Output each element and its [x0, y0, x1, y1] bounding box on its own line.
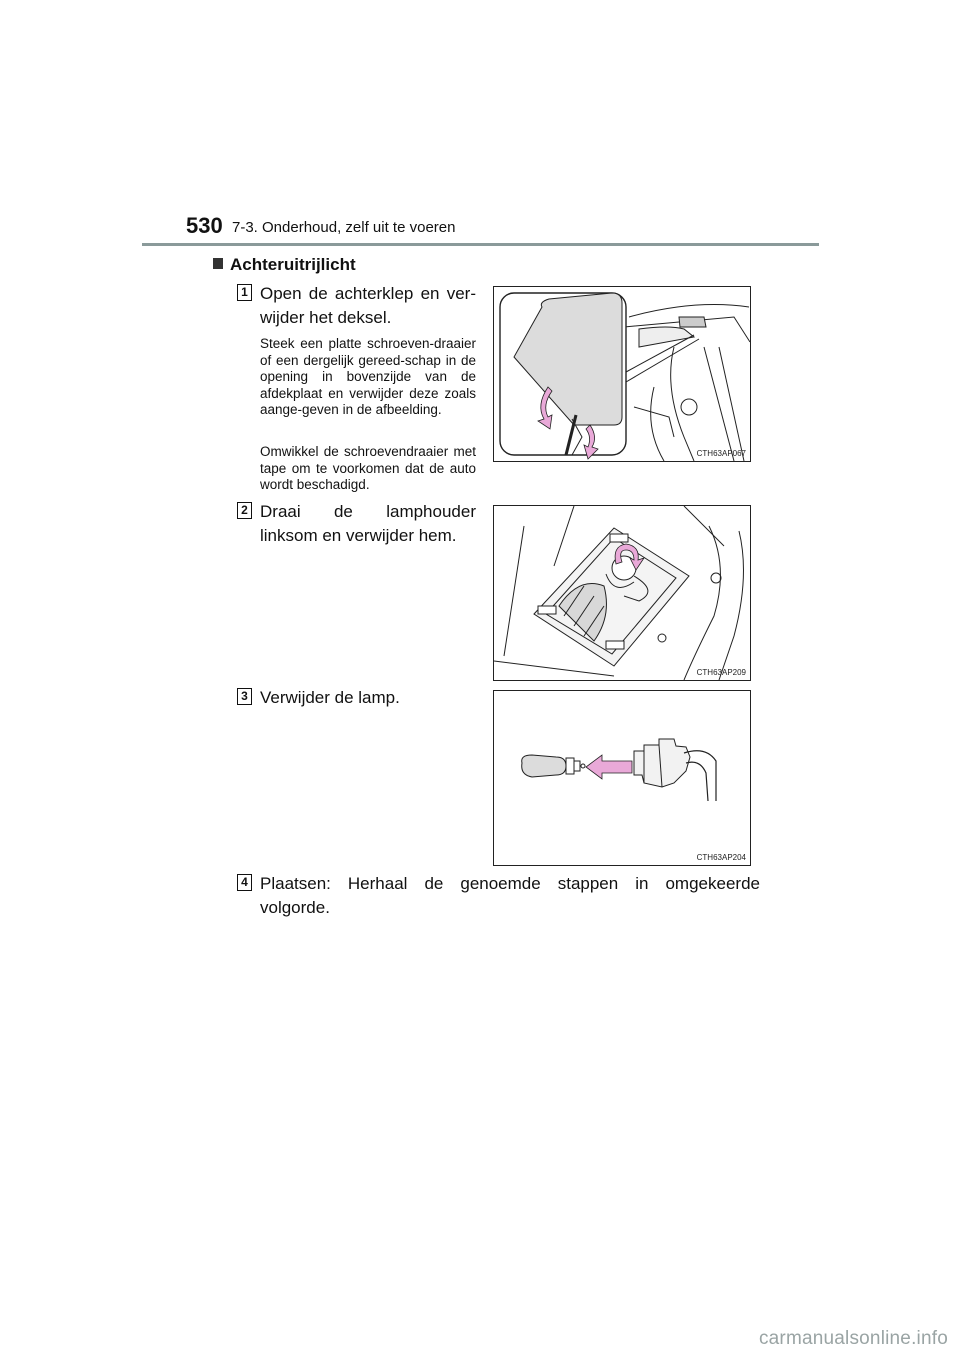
pull-arrow-icon — [586, 755, 632, 779]
square-bullet-icon — [213, 258, 223, 269]
watermark: carmanualsonline.info — [758, 1328, 948, 1349]
figure-turn-lamp-holder — [493, 505, 751, 681]
header-rule — [142, 243, 819, 246]
figure-code: CTH63AP204 — [696, 853, 746, 862]
section-heading — [213, 255, 356, 275]
figure-open-tailgate-remove-cover — [493, 286, 751, 462]
step-2-text: Draai de lamphouder linksom en verwijder hem. — [260, 502, 476, 545]
step-badge-3: 3 — [237, 688, 252, 705]
step-1-note-2: Omwikkel de schroevendraaier met tape om te voorkomen dat de auto wordt beschadigd. — [260, 444, 476, 492]
step-4-text: Plaatsen: Herhaal de genoemde stappen in omgekeerde volgorde. — [260, 874, 760, 917]
bulb — [522, 755, 566, 777]
tailgate-illustration — [494, 287, 750, 461]
step-badge-2: 2 — [237, 502, 252, 519]
figure-remove-bulb — [493, 690, 751, 866]
bulb-illustration — [494, 691, 750, 865]
chapter-title: 7-3. Onderhoud, zelf uit te voeren — [232, 219, 456, 236]
lamp-holder-illustration — [494, 506, 750, 680]
step-badge-1: 1 — [237, 284, 252, 301]
lamp-holder — [634, 739, 690, 787]
step-badge-4: 4 — [237, 874, 252, 891]
figure-code: CTH63AP067 — [696, 449, 746, 458]
page-number: 530 — [186, 213, 223, 238]
step-1-note-1: Steek een platte schroeven-draaier of een dergelijk gereed-schap in de opening in bovenzijde van de afdekplaat en verwijder deze zoals aange-geven in de afbeelding. — [260, 336, 476, 417]
figure-code: CTH63AP209 — [696, 668, 746, 677]
section-heading-text: Achteruitrijlicht — [230, 255, 356, 274]
step-1-text: Open de achterklep en ver-wijder het deksel. — [260, 284, 476, 327]
step-3-text: Verwijder de lamp. — [260, 688, 400, 707]
